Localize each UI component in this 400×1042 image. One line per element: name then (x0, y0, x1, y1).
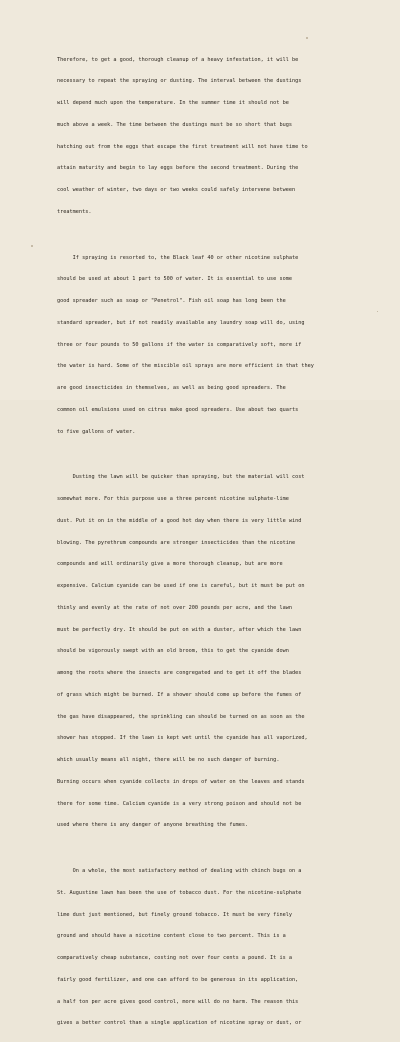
text-line: used where there is any danger of anyone breathing the fumes. (57, 822, 380, 829)
text-line: hatching out from the eggs that escape the first treatment will not have time to (57, 144, 380, 151)
text-line: among the roots where the insects are congregated and to get it off the blades (57, 670, 380, 677)
text-line: If spraying is resorted to, the Black leaf 40 or other nicotine sulphate (57, 255, 380, 262)
text-line: Therefore, to get a good, thorough cleanup of a heavy infestation, it will be (57, 57, 380, 64)
text-line: compounds and will ordinarily give a more thorough cleanup, but are more (57, 561, 380, 568)
text-line: which usually means all night, there will be no such danger of burning. (57, 757, 380, 764)
text-line: somewhat more. For this purpose use a three percent nicotine sulphate-lime (57, 496, 380, 503)
text-line: ground and should have a nicotine content close to two percent. This is a (57, 933, 380, 940)
text-line: dust. Put it on in the middle of a good hot day when there is very little wind (57, 518, 380, 525)
paragraph-1 (57, 42, 380, 231)
text-line: of grass which might be burned. If a shower should come up before the fumes of (57, 692, 380, 699)
paragraph-4 (57, 854, 380, 1042)
text-line: should be used at about 1 part to 500 of water. It is essential to use some (57, 276, 380, 283)
text-line: cool weather of winter, two days or two weeks could safely intervene between (57, 187, 380, 194)
document-page (0, 0, 400, 400)
text-line: blowing. The pyrethrum compounds are stronger insecticides than the nicotine (57, 540, 380, 547)
text-line: On a whole, the most satisfactory method of dealing with chinch bugs on a (57, 868, 380, 875)
text-line: thinly and evenly at the rate of not over 200 pounds per acre, and the lawn (57, 605, 380, 612)
text-line: much above a week. The time between the dustings must be so short that bugs (57, 122, 380, 129)
text-line: are good insecticides in themselves, as well as being good spreaders. The (57, 385, 380, 392)
text-line: must be perfectly dry. It should be put on with a duster, after which the lawn (57, 627, 380, 634)
text-line: Dusting the lawn will be quicker than spraying, but the material will cost (57, 474, 380, 481)
text-line: a half ton per acre gives good control, more will do no harm. The reason this (57, 999, 380, 1006)
text-line: gives a better control than a single application of nicotine spray or dust, or (57, 1020, 380, 1027)
paragraph-3 (57, 460, 380, 844)
text-line: attain maturity and begin to lay eggs before the second treatment. During the (57, 165, 380, 172)
text-line: Burning occurs when cyanide collects in drops of water on the leaves and stands (57, 779, 380, 786)
text-line: common oil emulsions used on citrus make good spreaders. Use about two quarts (57, 407, 380, 414)
text-line: the gas have disappeared, the sprinkling can should be turned on as soon as the (57, 714, 380, 721)
paper-speck (377, 311, 378, 312)
text-line: good spreader such as soap or "Penetrol". Fish oil soap has long been the (57, 298, 380, 305)
text-line: expensive. Calcium cyanide can be used if one is careful, but it must be put on (57, 583, 380, 590)
text-line: to five gallons of water. (57, 429, 380, 436)
text-line: lime dust just mentioned, but finely ground tobacco. It must be very finely (57, 912, 380, 919)
text-line: shower has stopped. If the lawn is kept wet until the cyanide has all vaporized, (57, 735, 380, 742)
paper-speck (31, 245, 33, 247)
text-line: three or four pounds to 50 gallons if the water is comparatively soft, more if (57, 342, 380, 349)
text-line: treatments. (57, 209, 380, 216)
text-line: fairly good fertilizer, and one can afford to be generous in its application, (57, 977, 380, 984)
text-line: St. Augustine lawn has been the use of tobacco dust. For the nicotine-sulphate (57, 890, 380, 897)
text-line: the water is hard. Some of the miscible oil sprays are more efficient in that they (57, 363, 380, 370)
text-line: standard spreader, but if not readily available any laundry soap will do, using (57, 320, 380, 327)
text-line: should be vigorously swept with an old broom, this to get the cyanide down (57, 648, 380, 655)
paper-speck (306, 37, 308, 39)
text-line: necessary to repeat the spraying or dusting. The interval between the dustings (57, 78, 380, 85)
paragraph-2 (57, 240, 380, 450)
text-line: comparatively cheap substance, costing not over four cents a pound. It is a (57, 955, 380, 962)
text-line: there for some time. Calcium cyanide is a very strong poison and should not be (57, 801, 380, 808)
text-line: will depend much upon the temperature. In the summer time it should not be (57, 100, 380, 107)
